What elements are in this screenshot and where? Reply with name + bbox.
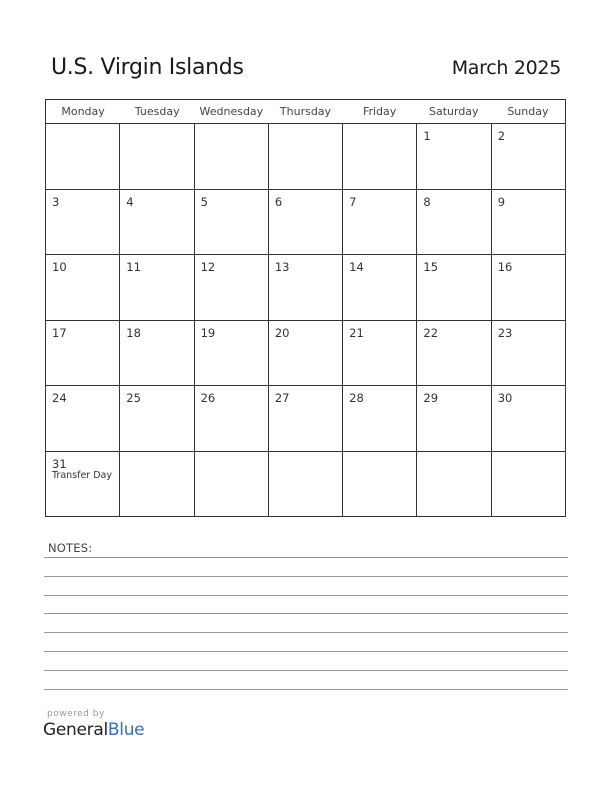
weekday-header-row (46, 100, 565, 124)
day-cell (195, 190, 269, 255)
weekday-thursday: Thursday (279, 105, 332, 118)
day-cell (492, 190, 565, 255)
note-line (44, 632, 568, 633)
day-cell (492, 452, 565, 518)
day-cell (46, 321, 120, 386)
weekday-sunday: Sunday (507, 105, 549, 118)
day-cell (417, 124, 491, 189)
weekday-wednesday: Wednesday (199, 105, 264, 118)
day-cell (417, 452, 491, 518)
day-number: 9 (497, 194, 506, 209)
day-cell (343, 124, 417, 189)
day-cell (120, 255, 194, 320)
day-number: 12 (200, 260, 216, 274)
weekday-monday: Monday (61, 105, 105, 118)
day-cell (120, 190, 194, 255)
day-number: 7 (349, 194, 357, 209)
day-cell (120, 124, 194, 189)
day-number: 29 (423, 391, 439, 405)
day-number: 28 (349, 391, 364, 405)
day-number: 14 (349, 260, 364, 274)
day-cell (195, 452, 269, 518)
day-cell (417, 255, 491, 320)
day-cell (343, 255, 417, 320)
day-number: 11 (126, 260, 141, 274)
day-cell (343, 321, 417, 386)
day-cell (120, 386, 194, 451)
day-cell (343, 386, 417, 451)
day-cell (343, 190, 417, 255)
day-number: 20 (274, 325, 290, 340)
weekday-saturday: Saturday (428, 105, 479, 118)
day-cell (195, 124, 269, 189)
day-number: 31 (52, 456, 67, 471)
day-cell (120, 452, 194, 518)
day-number: 24 (52, 391, 67, 405)
day-cell (269, 255, 343, 320)
week-row-4 (46, 321, 565, 387)
day-cell (492, 386, 565, 451)
day-number: 5 (200, 194, 208, 209)
day-number: 22 (423, 325, 439, 340)
day-cell (269, 452, 343, 518)
week-row-5 (46, 386, 565, 452)
day-number: 3 (52, 194, 60, 209)
day-cell (269, 124, 343, 189)
holiday-label: Transfer Day (52, 469, 112, 481)
day-number: 6 (274, 194, 283, 209)
day-cell (417, 321, 491, 386)
day-cell (195, 321, 269, 386)
week-row-3 (46, 255, 565, 321)
day-number: 8 (423, 194, 431, 209)
note-line (44, 595, 568, 596)
note-line (44, 613, 568, 614)
day-cell (492, 124, 565, 189)
day-cell (343, 452, 417, 518)
week-row-2 (46, 190, 565, 256)
day-cell (417, 386, 491, 451)
note-line (44, 689, 568, 690)
notes-label: NOTES: (48, 541, 93, 555)
day-number: 17 (52, 325, 67, 340)
day-number: 19 (200, 325, 216, 340)
week-row-1 (46, 124, 565, 190)
day-number: 16 (497, 260, 513, 274)
day-number: 10 (52, 260, 67, 274)
day-cell (195, 255, 269, 320)
day-cell (269, 386, 343, 451)
weekday-friday: Friday (362, 105, 397, 118)
day-cell (46, 452, 120, 518)
powered-by-text: powered by (47, 709, 105, 719)
day-cell (492, 321, 565, 386)
day-cell (46, 124, 120, 189)
day-cell (195, 386, 269, 451)
day-cell (417, 190, 491, 255)
week-row-6 (46, 452, 565, 518)
generalblue-logo (43, 720, 144, 740)
note-line (44, 670, 568, 671)
day-number: 15 (423, 260, 439, 274)
day-number: 30 (497, 391, 513, 405)
day-cell (46, 255, 120, 320)
month-label: March 2025 (451, 57, 561, 79)
day-cell (120, 321, 194, 386)
day-cell (269, 190, 343, 255)
day-number: 13 (274, 260, 290, 274)
day-number: 2 (497, 129, 506, 143)
day-number: 1 (423, 129, 431, 143)
calendar-title: U.S. Virgin Islands (51, 55, 244, 80)
brand-general: General (43, 720, 108, 740)
day-number: 23 (497, 325, 513, 340)
note-line (44, 576, 568, 577)
note-line (44, 557, 568, 558)
calendar-grid (45, 99, 566, 517)
day-number: 21 (349, 325, 364, 340)
weekday-tuesday: Tuesday (134, 105, 180, 118)
brand-blue: Blue (107, 720, 145, 740)
day-cell (46, 386, 120, 451)
day-number: 27 (274, 391, 290, 405)
day-number: 18 (126, 325, 141, 340)
day-cell (269, 321, 343, 386)
day-number: 25 (126, 391, 141, 405)
day-cell (46, 190, 120, 255)
note-line (44, 651, 568, 652)
day-cell (492, 255, 565, 320)
day-number: 4 (126, 194, 134, 209)
day-number: 26 (200, 391, 216, 405)
